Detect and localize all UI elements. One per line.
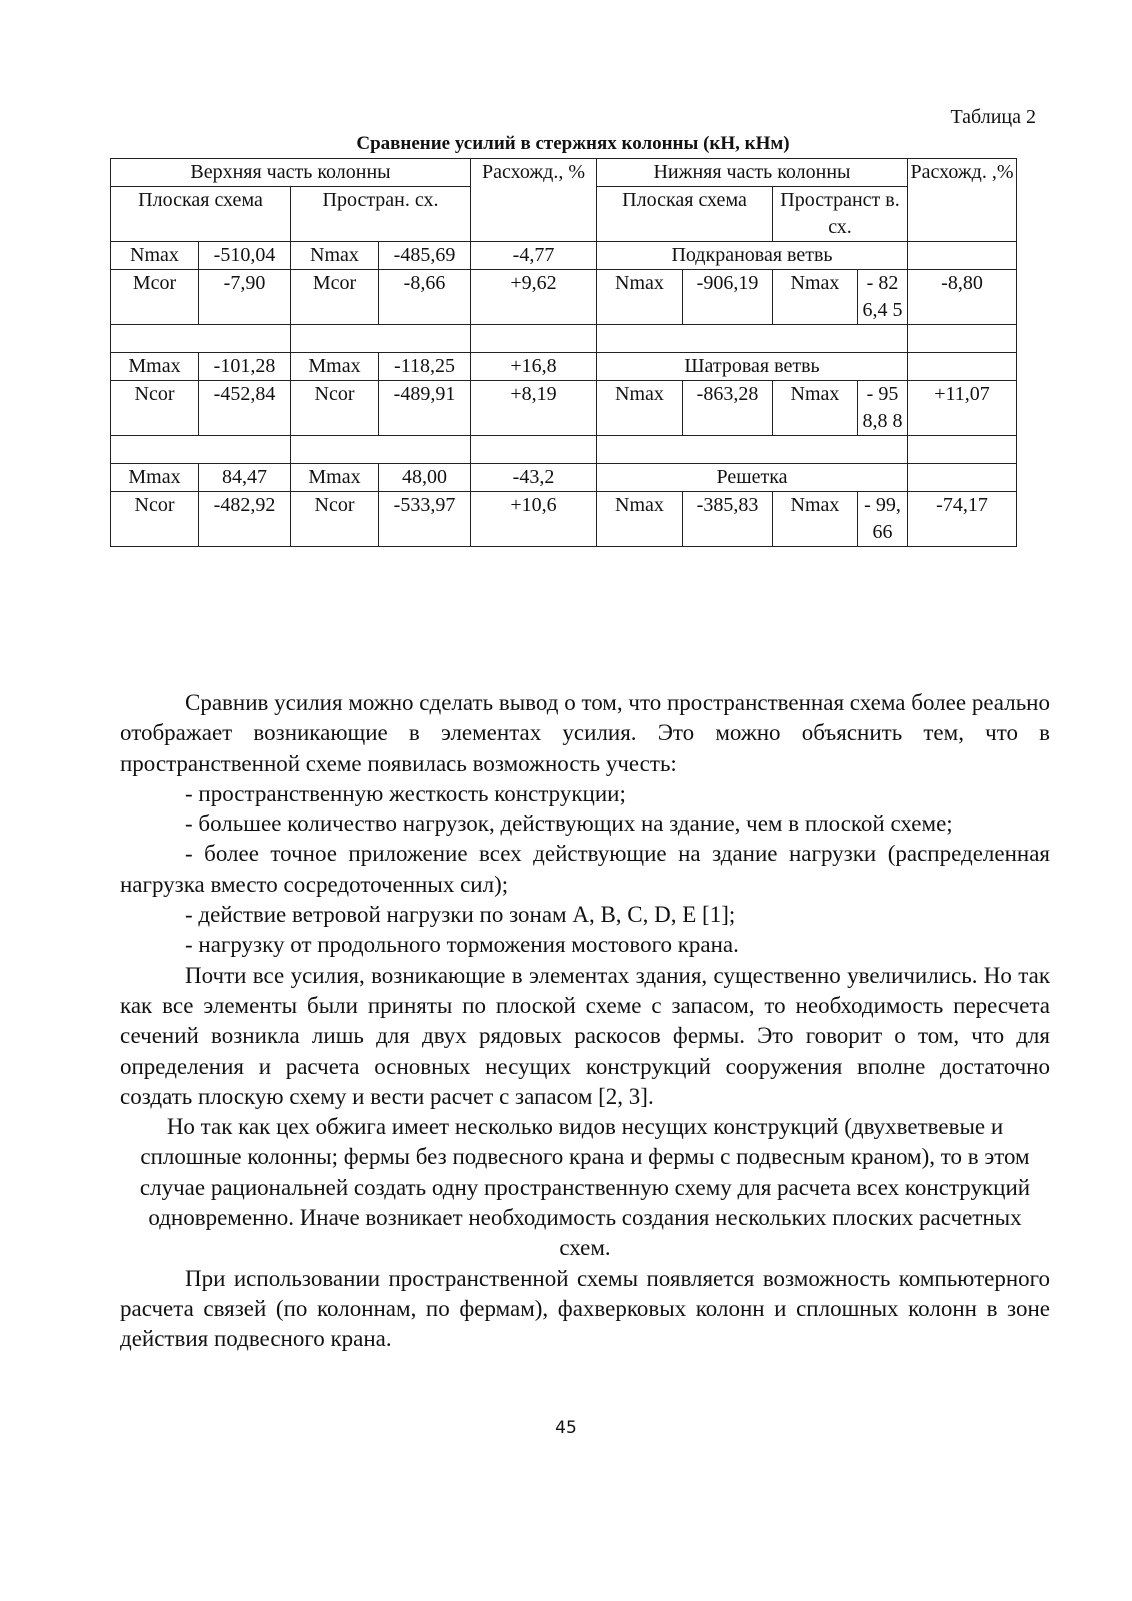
table-row — [111, 242, 1017, 270]
table-row — [111, 353, 1017, 381]
table-cell — [908, 353, 1017, 381]
header-discrepancy-lower: Расхожд. ,% — [908, 159, 1017, 242]
table-cell: 48,00 — [379, 464, 471, 492]
paragraph: Почти все усилия, возникающие в элементах здания, существенно увеличились. Но так как все элементы были приняты по плоской схеме с запасом, то необходимость пересчета сечений возникла лишь для двух рядовых раскосов фермы. Это говорит о том, что для определения и расчета основных несущих конструкций сооружения вполне достаточно создать плоскую схему и вести расчет с запасом [2, 3]. — [120, 962, 1050, 1109]
table-cell: -74,17 — [908, 492, 1017, 547]
table-cell: Ncor — [291, 492, 379, 547]
table-row — [111, 492, 1017, 547]
header-flat-scheme-upper: Плоская схема — [111, 187, 291, 242]
table-cell: Mcor — [111, 270, 199, 325]
table-cell: -118,25 — [379, 353, 471, 381]
paragraph: При использовании пространственной схемы появляется возможность компьютерного расчета связей (по колоннам, по фермам), фахверковых колонн и сплошных колонн в зоне действия подвесного крана. — [120, 1265, 1050, 1352]
table-cell: -485,69 — [379, 242, 471, 270]
header-discrepancy-upper: Расхожд., % — [471, 159, 597, 242]
table-cell: +9,62 — [471, 270, 597, 325]
table-caption: Сравнение усилий в стержнях колонны (кН, кНм) — [356, 133, 790, 154]
table-cell: -8,80 — [908, 270, 1017, 325]
table-cell — [291, 325, 471, 353]
table-cell: Nmax — [773, 492, 858, 547]
table-cell: -489,91 — [379, 381, 471, 436]
table-cell: -4,77 — [471, 242, 597, 270]
list-item: - большее количество нагрузок, действующих на здание, чем в плоской схеме; — [185, 811, 953, 837]
table-cell: Nmax — [773, 381, 858, 436]
table-cell: -7,90 — [199, 270, 291, 325]
table-cell — [111, 325, 291, 353]
table-cell: Ncor — [111, 381, 199, 436]
table-cell — [597, 325, 908, 353]
table-cell — [597, 436, 908, 464]
table-row — [111, 270, 1017, 325]
table-cell: +10,6 — [471, 492, 597, 547]
table-cell: -43,2 — [471, 464, 597, 492]
table-cell: -510,04 — [199, 242, 291, 270]
header-flat-scheme-lower: Плоская схема — [597, 187, 773, 242]
table-cell — [908, 436, 1017, 464]
table-cell — [908, 325, 1017, 353]
forces-comparison-table — [110, 158, 1017, 547]
list-item: - действие ветровой нагрузки по зонам A, B, C, D, E [1]; — [185, 902, 736, 928]
lower-branch-title: Решетка — [597, 464, 908, 492]
table-row-empty — [111, 325, 1017, 353]
table-row-empty — [111, 436, 1017, 464]
header-spatial-scheme-lower: Пространст в. сх. — [773, 187, 908, 242]
table-row — [111, 464, 1017, 492]
header-upper-part: Верхняя часть колонны — [111, 159, 471, 187]
table-cell: Nmax — [597, 492, 683, 547]
header-lower-part: Нижняя часть колонны — [597, 159, 908, 187]
table-cell: - 95 8,8 8 — [858, 381, 908, 436]
table-cell: - 82 6,4 5 — [858, 270, 908, 325]
table-cell: Ncor — [291, 381, 379, 436]
list-item: - более точное приложение всех действующие на здание нагрузки (распределенная нагрузка вместо сосредоточенных сил); — [120, 841, 1050, 897]
table-cell: Nmax — [291, 242, 379, 270]
table-cell: Nmax — [111, 242, 199, 270]
header-spatial-scheme-upper: Простран. сх. — [291, 187, 471, 242]
table-cell: -863,28 — [683, 381, 773, 436]
table-cell: 84,47 — [199, 464, 291, 492]
table-cell: Mcor — [291, 270, 379, 325]
body-text — [120, 688, 1050, 1355]
table-cell: -101,28 — [199, 353, 291, 381]
table-cell: Nmax — [773, 270, 858, 325]
table-cell: -906,19 — [683, 270, 773, 325]
table-cell: +11,07 — [908, 381, 1017, 436]
table-cell: Mmax — [291, 464, 379, 492]
table-cell: -452,84 — [199, 381, 291, 436]
table-cell: Mmax — [111, 464, 199, 492]
table-cell: Mmax — [111, 353, 199, 381]
table-cell — [908, 464, 1017, 492]
paragraph-centered: Но так как цех обжига имеет несколько видов несущих конструкций (двухветвевые и сплошные колонны; фермы без подвесного крана и фермы с подвесным краном), то в этом случае рациональней создать одну пространственную схему для расчета всех конструкций одновременно. Иначе возникает необходимость создания нескольких плоских расчетных схем. — [139, 1114, 1031, 1261]
table-cell — [111, 436, 291, 464]
list-item: - нагрузку от продольного торможения мостового крана. — [185, 932, 739, 958]
table-cell: -8,66 — [379, 270, 471, 325]
table-cell — [471, 436, 597, 464]
list-item: - пространственную жесткость конструкции; — [185, 780, 626, 806]
table-cell — [291, 436, 471, 464]
table-cell: +16,8 — [471, 353, 597, 381]
table-cell: +8,19 — [471, 381, 597, 436]
lower-branch-title: Подкрановая ветвь — [597, 242, 908, 270]
page-number: 45 — [555, 1418, 577, 1438]
paragraph: Сравнив усилия можно сделать вывод о том, что пространственная схема более реально отображает возникающие в элементах усилия. Это можно объяснить тем, что в пространственной схеме появилась возможность учесть: — [120, 690, 1050, 776]
table-cell: -385,83 — [683, 492, 773, 547]
table-number: Таблица 2 — [950, 106, 1036, 128]
table-cell — [471, 325, 597, 353]
table-cell: -533,97 — [379, 492, 471, 547]
table-cell: Nmax — [597, 270, 683, 325]
table-cell — [908, 242, 1017, 270]
table-header-row — [111, 159, 1017, 187]
table-cell: -482,92 — [199, 492, 291, 547]
table-cell: Nmax — [597, 381, 683, 436]
table-cell: Ncor — [111, 492, 199, 547]
lower-branch-title: Шатровая ветвь — [597, 353, 908, 381]
table-row — [111, 381, 1017, 436]
table-cell: - 99, 66 — [858, 492, 908, 547]
table-cell: Mmax — [291, 353, 379, 381]
